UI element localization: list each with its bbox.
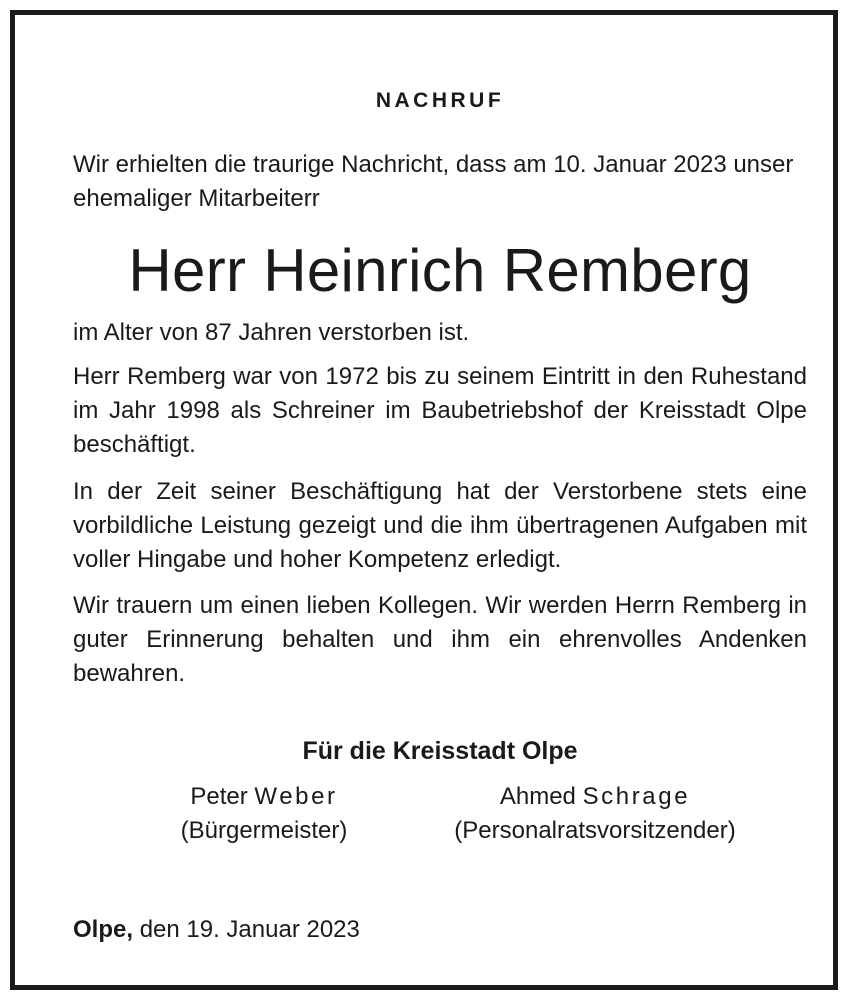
signatory-last-name: Schrage: [582, 783, 691, 810]
signatory-role: (Bürgermeister): [180, 817, 348, 844]
signatory-name: [153, 780, 375, 814]
intro-text: Wir erhielten die traurige Nachricht, dass am 10. Januar 2023 unser ehemaliger Mitarbeiterr: [73, 151, 794, 212]
date-text: den 19. Januar 2023: [139, 916, 360, 943]
career-paragraph: Herr Remberg war von 1972 bis zu seinem Eintritt in den Ruhestand im Jahr 1998 als Schreiner im Baubetriebshof der Kreisstadt Olpe beschäftigt.: [73, 363, 807, 458]
signatory-last-name: Weber: [254, 783, 338, 810]
deceased-name: Herr Heinrich Remberg: [128, 237, 752, 304]
mourning-paragraph: Wir trauern um einen lieben Kollegen. Wir werden Herrn Remberg in guter Erinnerung behalten und ihm ein ehrenvolles Andenken bewahren.: [73, 592, 807, 687]
signatory-staff-council: [421, 780, 769, 848]
place-date-line: [73, 913, 360, 947]
signatory-first-name: Ahmed: [499, 783, 576, 810]
age-line: im Alter von 87 Jahren verstorben ist.: [73, 319, 470, 346]
signatory-mayor: [153, 780, 375, 848]
obituary-frame: [10, 10, 838, 990]
signatory-first-name: Peter: [190, 783, 248, 810]
signatory-name: [421, 780, 769, 814]
obituary-heading: NACHRUF: [375, 89, 505, 112]
tribute-paragraph: In der Zeit seiner Beschäftigung hat der Verstorbene stets eine vorbildliche Leistung gezeigt und die ihm übertragenen Aufgaben mit voller Hingabe und hoher Kompetenz erledigt.: [73, 478, 807, 573]
organization-name: Für die Kreisstadt Olpe: [302, 737, 578, 765]
signatory-role: (Personalratsvorsitzender): [454, 817, 736, 844]
place-name: Olpe,: [73, 916, 134, 943]
